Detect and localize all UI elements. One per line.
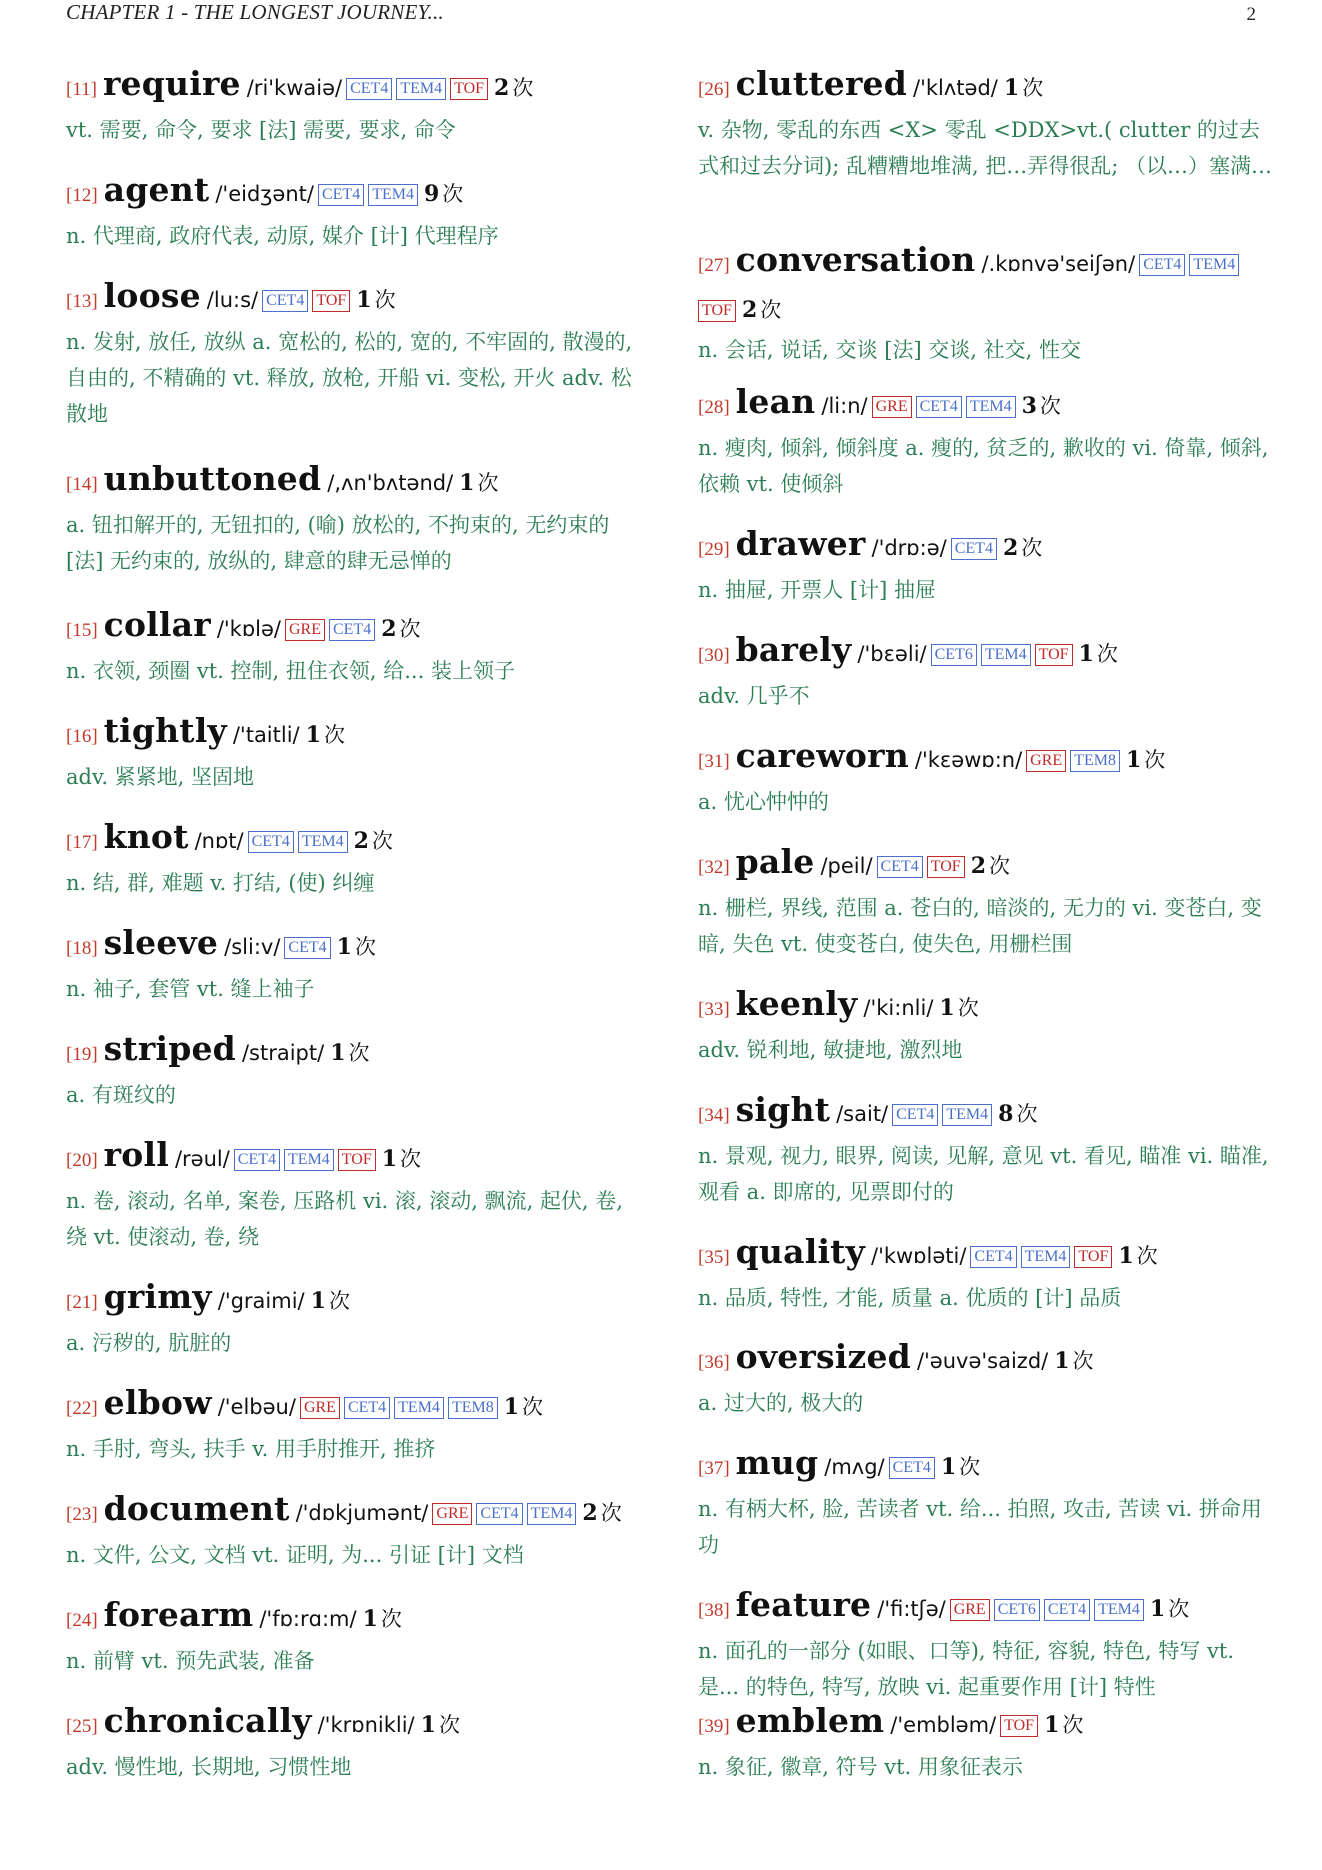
- exam-tag: CET4: [234, 1149, 280, 1171]
- entry-headline: [66, 457, 641, 507]
- exam-tag: CET4: [889, 1457, 935, 1479]
- exam-tag: TEM4: [1189, 254, 1239, 276]
- occurrence-count: 2: [970, 853, 986, 879]
- occurrence-count: 1: [310, 1288, 326, 1314]
- occurrence-count: 1: [381, 1146, 398, 1172]
- entry-headline: [698, 1088, 1278, 1138]
- entry-word: document: [103, 1489, 290, 1528]
- times-label: 次: [323, 723, 345, 747]
- exam-tag: TOF: [1000, 1715, 1038, 1737]
- entry-phonetic: /'kwɒləti/: [871, 1244, 967, 1268]
- times-label: 次: [1168, 1597, 1190, 1621]
- entry-headline: [698, 1230, 1278, 1280]
- entry-index: [26]: [698, 79, 730, 100]
- exam-tag: CET4: [892, 1104, 938, 1126]
- entry-headline: [66, 921, 641, 971]
- times-label: 次: [989, 854, 1010, 878]
- entry-word: barely: [735, 630, 852, 669]
- occurrence-count: 2: [1002, 535, 1019, 561]
- exam-tag: CET4: [318, 184, 364, 206]
- exam-tag: TOF: [1074, 1246, 1112, 1268]
- occurrence-count: 1: [305, 722, 321, 748]
- times-label: 次: [354, 935, 376, 959]
- times-label: 次: [477, 471, 499, 495]
- exam-tag: CET4: [951, 538, 997, 560]
- vocab-entry: [698, 1441, 1278, 1563]
- occurrence-count: 1: [1125, 747, 1142, 773]
- entry-phonetic: /'krɒnikli/: [317, 1713, 415, 1737]
- entry-phonetic: /'graimi/: [217, 1289, 305, 1313]
- times-label: 次: [374, 288, 396, 312]
- times-label: 次: [1022, 76, 1044, 100]
- entry-index: [16]: [66, 726, 98, 747]
- entry-headline: [66, 709, 641, 759]
- exam-tag: GRE: [432, 1503, 472, 1525]
- occurrence-count: 1: [1044, 1712, 1060, 1738]
- exam-tag: TOF: [698, 300, 736, 322]
- entry-index: [29]: [698, 539, 730, 560]
- exam-tag: TEM4: [1021, 1246, 1071, 1268]
- exam-tag: TEM4: [966, 396, 1016, 418]
- vocab-entry: [66, 457, 641, 579]
- occurrence-count: 1: [420, 1712, 436, 1738]
- entry-definition: n. 文件, 公文, 文档 vt. 证明, 为... 引证 [计] 文档: [66, 1543, 524, 1567]
- entry-phonetic: /'əuvə'saizd/: [916, 1349, 1049, 1373]
- entry-definition: n. 瘦肉, 倾斜, 倾斜度 a. 瘦的, 贫乏的, 歉收的 vi. 倚靠, 倾斜, 依赖 vt. 使倾斜: [698, 436, 1269, 496]
- entry-index: [22]: [66, 1398, 98, 1419]
- entry-definition: adv. 锐利地, 敏捷地, 激烈地: [698, 1038, 963, 1062]
- entry-headline: [66, 1133, 641, 1183]
- entry-index: [35]: [698, 1247, 730, 1268]
- entry-index: [37]: [698, 1458, 730, 1479]
- exam-tag: TEM4: [942, 1104, 992, 1126]
- exam-tag: TEM4: [527, 1503, 577, 1525]
- exam-tag: TEM4: [368, 184, 418, 206]
- vocab-entry: [66, 815, 641, 901]
- entry-definition: adv. 紧紧地, 坚固地: [66, 765, 255, 789]
- entry-word: careworn: [735, 736, 909, 775]
- times-label: 次: [1136, 1244, 1158, 1268]
- exam-tag: CET4: [344, 1397, 390, 1419]
- exam-tag: TOF: [312, 290, 350, 312]
- occurrence-count: 1: [1149, 1596, 1166, 1622]
- entry-word: loose: [103, 276, 201, 315]
- times-label: 次: [1144, 748, 1166, 772]
- exam-tag: CET4: [970, 1246, 1016, 1268]
- entry-phonetic: /'eidʒənt/: [215, 182, 314, 206]
- page-header: [66, 0, 1256, 30]
- entry-headline: [698, 982, 1278, 1032]
- exam-tag: GRE: [285, 619, 325, 641]
- entry-definition: n. 发射, 放任, 放纵 a. 宽松的, 松的, 宽的, 不牢固的, 散漫的, 自由的, 不精确的 vt. 释放, 放枪, 开船 vi. 变松, 开火 adv. 松散地: [66, 330, 633, 426]
- entry-word: agent: [103, 170, 210, 209]
- exam-tag: CET4: [346, 78, 392, 100]
- entry-index: [27]: [698, 255, 730, 276]
- entry-word: mug: [735, 1443, 819, 1482]
- times-label: 次: [1039, 394, 1061, 418]
- entry-phonetic: /'kɛəwɒ:n/: [914, 748, 1023, 772]
- vocab-entry: [66, 168, 641, 254]
- entry-headline: [66, 1027, 641, 1077]
- entry-index: [15]: [66, 620, 98, 641]
- exam-tag: TEM4: [396, 78, 446, 100]
- entry-phonetic: /'elbəu/: [217, 1395, 296, 1419]
- occurrence-count: 1: [459, 470, 475, 496]
- entry-definition: n. 有柄大杯, 脸, 苦读者 vt. 给... 拍照, 攻击, 苦读 vi. 拼命用功: [698, 1497, 1262, 1557]
- entry-phonetic: /,ʌn'bʌtənd/: [327, 471, 454, 495]
- occurrence-count: 1: [939, 995, 955, 1021]
- exam-tag: CET4: [329, 619, 375, 641]
- entry-word: quality: [735, 1232, 865, 1271]
- exam-tag: TOF: [927, 856, 965, 878]
- exam-tag: CET4: [262, 290, 308, 312]
- times-label: 次: [600, 1501, 622, 1525]
- entry-definition: a. 有斑纹的: [66, 1083, 176, 1107]
- entry-phonetic: /mʌg/: [824, 1455, 885, 1479]
- entry-word: collar: [103, 605, 211, 644]
- vocab-entry: [698, 380, 1278, 502]
- entry-headline: [66, 603, 641, 653]
- entry-index: [32]: [698, 857, 730, 878]
- entry-headline: [698, 522, 1278, 572]
- entry-phonetic: /'drɒ:ə/: [871, 536, 947, 560]
- exam-tag: TOF: [450, 78, 488, 100]
- vocab-entry: [698, 522, 1278, 608]
- entry-headline: [698, 380, 1278, 430]
- occurrence-count: 2: [741, 297, 758, 323]
- entry-index: [17]: [66, 832, 98, 853]
- entry-word: feature: [735, 1585, 872, 1624]
- entry-word: grimy: [103, 1277, 212, 1316]
- occurrence-count: 1: [356, 287, 372, 313]
- entry-definition: n. 面孔的一部分 (如眼、口等), 特征, 容貌, 特色, 特写 vt. 是... 的特色, 特写, 放映 vi. 起重要作用 [计] 特性: [698, 1639, 1234, 1699]
- entry-phonetic: /'bɛəli/: [857, 642, 927, 666]
- times-label: 次: [1016, 1102, 1038, 1126]
- entry-index: [19]: [66, 1044, 98, 1065]
- entry-index: [30]: [698, 645, 730, 666]
- vocab-entry: [698, 1335, 1278, 1421]
- entry-headline: [66, 1593, 641, 1643]
- entry-word: striped: [103, 1029, 236, 1068]
- entry-headline: [698, 1335, 1278, 1385]
- entry-index: [12]: [66, 185, 98, 206]
- exam-tag: GRE: [1026, 750, 1066, 772]
- times-label: 次: [512, 76, 534, 100]
- entry-word: elbow: [103, 1383, 212, 1422]
- entry-word: chronically: [103, 1701, 312, 1740]
- entry-definition: adv. 慢性地, 长期地, 习惯性地: [66, 1755, 352, 1779]
- vocab-entry: [698, 734, 1278, 820]
- exam-tag: TEM4: [298, 831, 348, 853]
- times-label: 次: [399, 617, 421, 641]
- entry-phonetic: /li:n/: [821, 394, 868, 418]
- entry-definition: n. 卷, 滚动, 名单, 案卷, 压路机 vi. 滚, 滚动, 飘流, 起伏, 卷, 绕 vt. 使滚动, 卷, 绕: [66, 1189, 623, 1249]
- entry-definition: n. 衣领, 颈圈 vt. 控制, 扭住衣领, 给... 装上领子: [66, 659, 515, 683]
- entry-index: [23]: [66, 1504, 98, 1525]
- entry-definition: n. 品质, 特性, 才能, 质量 a. 优质的 [计] 品质: [698, 1286, 1122, 1310]
- entry-word: lean: [735, 382, 816, 421]
- entry-word: conversation: [735, 240, 976, 279]
- entry-word: drawer: [735, 524, 866, 563]
- occurrence-count: 1: [1118, 1243, 1134, 1269]
- entry-phonetic: /straipt/: [241, 1041, 325, 1065]
- entry-index: [24]: [66, 1610, 98, 1631]
- occurrence-count: 2: [353, 828, 369, 854]
- times-label: 次: [438, 1713, 460, 1737]
- entry-phonetic: /'fɒ:rɑ:m/: [259, 1607, 357, 1631]
- occurrence-count: 2: [494, 75, 510, 101]
- entry-phonetic: /'taitli/: [232, 723, 300, 747]
- entry-headline: [698, 238, 1278, 332]
- entry-definition: n. 会话, 说话, 交谈 [法] 交谈, 社交, 性交: [698, 338, 1082, 362]
- entry-headline: [66, 274, 641, 324]
- vocab-entry: [66, 1027, 641, 1113]
- entry-phonetic: /sli:v/: [224, 935, 281, 959]
- exam-tag: TEM4: [981, 644, 1031, 666]
- entry-index: [13]: [66, 291, 98, 312]
- vocab-entry: [698, 1583, 1278, 1705]
- entry-phonetic: /rəul/: [174, 1147, 230, 1171]
- occurrence-count: 2: [381, 616, 397, 642]
- entry-index: [28]: [698, 397, 730, 418]
- times-label: 次: [959, 1455, 981, 1479]
- entry-phonetic: /ri'kwaiə/: [246, 76, 343, 100]
- entry-word: require: [102, 64, 241, 103]
- times-label: 次: [328, 1289, 350, 1313]
- vocab-entry: [698, 1699, 1278, 1785]
- occurrence-count: 1: [940, 1454, 957, 1480]
- entry-phonetic: /.kɒnvə'seiʃən/: [981, 252, 1136, 276]
- entry-definition: adv. 几乎不: [698, 684, 810, 708]
- entry-index: [36]: [698, 1352, 730, 1373]
- exam-tag: CET4: [877, 856, 923, 878]
- times-label: 次: [1072, 1349, 1094, 1373]
- occurrence-count: 3: [1021, 393, 1037, 419]
- vocab-entry: [66, 709, 641, 795]
- exam-tag: GRE: [950, 1599, 990, 1621]
- vocab-entry: [66, 1275, 641, 1361]
- entry-definition: n. 前臂 vt. 预先武装, 准备: [66, 1649, 315, 1673]
- times-label: 次: [1096, 642, 1118, 666]
- entry-index: [31]: [698, 751, 730, 772]
- entry-definition: n. 景观, 视力, 眼界, 阅读, 见解, 意见 vt. 看见, 瞄准 vi. 瞄准, 观看 a. 即席的, 见票即付的: [698, 1144, 1269, 1204]
- exam-tag: CET4: [916, 396, 962, 418]
- entry-index: [33]: [698, 999, 730, 1020]
- vocab-entry: [698, 628, 1278, 714]
- entry-index: [20]: [66, 1150, 98, 1171]
- occurrence-count: 1: [336, 934, 352, 960]
- entry-word: forearm: [103, 1595, 254, 1634]
- vocab-entry: [66, 1133, 641, 1255]
- entry-index: [11]: [66, 79, 97, 100]
- exam-tag: TEM8: [1070, 750, 1120, 772]
- entry-word: pale: [735, 842, 815, 881]
- entry-phonetic: /'kɒlə/: [216, 617, 281, 641]
- entry-headline: [66, 1381, 641, 1431]
- entry-definition: a. 污秽的, 肮脏的: [66, 1331, 232, 1355]
- vocab-entry: [698, 840, 1278, 962]
- exam-tag: TOF: [1035, 644, 1073, 666]
- times-label: 次: [380, 1607, 402, 1631]
- occurrence-count: 1: [503, 1394, 520, 1420]
- entry-definition: n. 袖子, 套管 vt. 缝上袖子: [66, 977, 315, 1001]
- entry-phonetic: /nɒt/: [194, 829, 244, 853]
- occurrence-count: 2: [582, 1500, 598, 1526]
- entry-headline: [698, 1583, 1278, 1633]
- times-label: 次: [348, 1041, 370, 1065]
- times-label: 次: [371, 829, 393, 853]
- entry-headline: [66, 1487, 641, 1537]
- entry-word: oversized: [735, 1337, 911, 1376]
- occurrence-count: 1: [1054, 1348, 1070, 1374]
- exam-tag: TEM4: [394, 1397, 444, 1419]
- entry-definition: n. 手肘, 弯头, 扶手 v. 用手肘推开, 推挤: [66, 1437, 436, 1461]
- exam-tag: CET4: [1139, 254, 1185, 276]
- entry-index: [25]: [66, 1716, 98, 1737]
- entry-word: sleeve: [103, 923, 219, 962]
- entry-word: tightly: [103, 711, 227, 750]
- vocab-entry: [698, 62, 1278, 184]
- entry-definition: n. 结, 群, 难题 v. 打结, (使) 纠缠: [66, 871, 375, 895]
- entry-definition: n. 抽屉, 开票人 [计] 抽屉: [698, 578, 936, 602]
- occurrence-count: 1: [1078, 641, 1094, 667]
- entry-definition: n. 栅栏, 界线, 范围 a. 苍白的, 暗淡的, 无力的 vi. 变苍白, 变暗, 失色 vt. 使变苍白, 使失色, 用栅栏围: [698, 896, 1262, 956]
- exam-tag: CET6: [994, 1599, 1040, 1621]
- entry-index: [38]: [698, 1600, 730, 1621]
- exam-tag: TOF: [338, 1149, 376, 1171]
- entry-definition: n. 代理商, 政府代表, 动原, 媒介 [计] 代理程序: [66, 224, 499, 248]
- entry-word: sight: [735, 1090, 831, 1129]
- entry-headline: [66, 1275, 641, 1325]
- vocab-entry: [66, 1487, 641, 1573]
- occurrence-count: 1: [1003, 75, 1020, 101]
- vocab-entry: [698, 238, 1278, 368]
- entry-headline: [698, 62, 1278, 112]
- entry-headline: [698, 1441, 1278, 1491]
- entry-phonetic: /'fi:tʃə/: [877, 1597, 946, 1621]
- entry-phonetic: /lu:s/: [206, 288, 259, 312]
- entry-headline: [66, 815, 641, 865]
- entry-definition: a. 钮扣解开的, 无钮扣的, (喻) 放松的, 不拘束的, 无约束的 [法] 无约束的, 放纵的, 肆意的肆无忌惮的: [66, 513, 610, 573]
- exam-tag: CET4: [1044, 1599, 1090, 1621]
- entry-headline: [698, 1699, 1278, 1749]
- entry-index: [14]: [66, 474, 98, 495]
- entry-index: [18]: [66, 938, 98, 959]
- exam-tag: GRE: [872, 396, 912, 418]
- entry-headline: [66, 168, 641, 218]
- times-label: 次: [957, 996, 979, 1020]
- times-label: 次: [442, 182, 464, 206]
- entry-index: [39]: [698, 1716, 730, 1737]
- exam-tag: TEM8: [448, 1397, 498, 1419]
- entry-word: knot: [103, 817, 189, 856]
- vocab-entry: [66, 1699, 641, 1785]
- exam-tag: CET4: [476, 1503, 522, 1525]
- entry-headline: [698, 734, 1278, 784]
- times-label: 次: [522, 1395, 544, 1419]
- occurrence-count: 9: [423, 181, 440, 207]
- entry-word: unbuttoned: [103, 459, 322, 498]
- vocab-entry: [698, 1088, 1278, 1210]
- entry-phonetic: /'klʌtəd/: [913, 76, 998, 100]
- entry-definition: v. 杂物, 零乱的东西 <X> 零乱 <DDX>vt.( clutter 的过去式和过去分词); 乱糟糟地堆满, 把…弄得很乱; （以…）塞满…: [698, 118, 1273, 178]
- times-label: 次: [1021, 536, 1043, 560]
- exam-tag: TEM4: [1094, 1599, 1144, 1621]
- entry-phonetic: /'dɒkjumənt/: [295, 1501, 429, 1525]
- exam-tag: CET4: [284, 937, 330, 959]
- entry-word: cluttered: [735, 64, 908, 103]
- vocab-entry: [66, 921, 641, 1007]
- vocab-entry: [66, 1381, 641, 1467]
- entry-word: keenly: [735, 984, 858, 1023]
- entry-index: [21]: [66, 1292, 98, 1313]
- entry-headline: [66, 62, 641, 112]
- occurrence-count: 1: [330, 1040, 346, 1066]
- chapter-title: CHAPTER 1 - THE LONGEST JOURNEY...: [66, 0, 444, 24]
- entry-phonetic: /peil/: [820, 854, 873, 878]
- vocab-entry: [698, 982, 1278, 1068]
- times-label: 次: [1062, 1713, 1084, 1737]
- entry-word: emblem: [735, 1701, 885, 1740]
- vocab-entry: [66, 62, 641, 148]
- occurrence-count: 8: [998, 1101, 1014, 1127]
- entry-definition: a. 忧心忡忡的: [698, 790, 829, 814]
- entry-index: [34]: [698, 1105, 730, 1126]
- exam-tag: CET4: [248, 831, 294, 853]
- entry-phonetic: /'embləm/: [890, 1713, 997, 1737]
- entry-headline: [698, 840, 1278, 890]
- times-label: 次: [760, 298, 782, 322]
- vocab-entry: [66, 603, 641, 689]
- entry-phonetic: /'ki:nli/: [863, 996, 934, 1020]
- times-label: 次: [400, 1147, 422, 1171]
- occurrence-count: 1: [362, 1606, 378, 1632]
- vocab-entry: [66, 1593, 641, 1679]
- page-number: 2: [1246, 4, 1256, 25]
- entry-headline: [66, 1699, 641, 1749]
- vocab-entry: [66, 274, 641, 432]
- entry-definition: a. 过大的, 极大的: [698, 1391, 864, 1415]
- entry-phonetic: /sait/: [836, 1102, 889, 1126]
- entry-definition: n. 象征, 徽章, 符号 vt. 用象征表示: [698, 1755, 1023, 1779]
- vocab-entry: [698, 1230, 1278, 1316]
- entry-headline: [698, 628, 1278, 678]
- entry-word: roll: [103, 1135, 169, 1174]
- exam-tag: GRE: [300, 1397, 340, 1419]
- exam-tag: TEM4: [284, 1149, 334, 1171]
- entry-definition: vt. 需要, 命令, 要求 [法] 需要, 要求, 命令: [66, 118, 456, 142]
- exam-tag: CET6: [931, 644, 977, 666]
